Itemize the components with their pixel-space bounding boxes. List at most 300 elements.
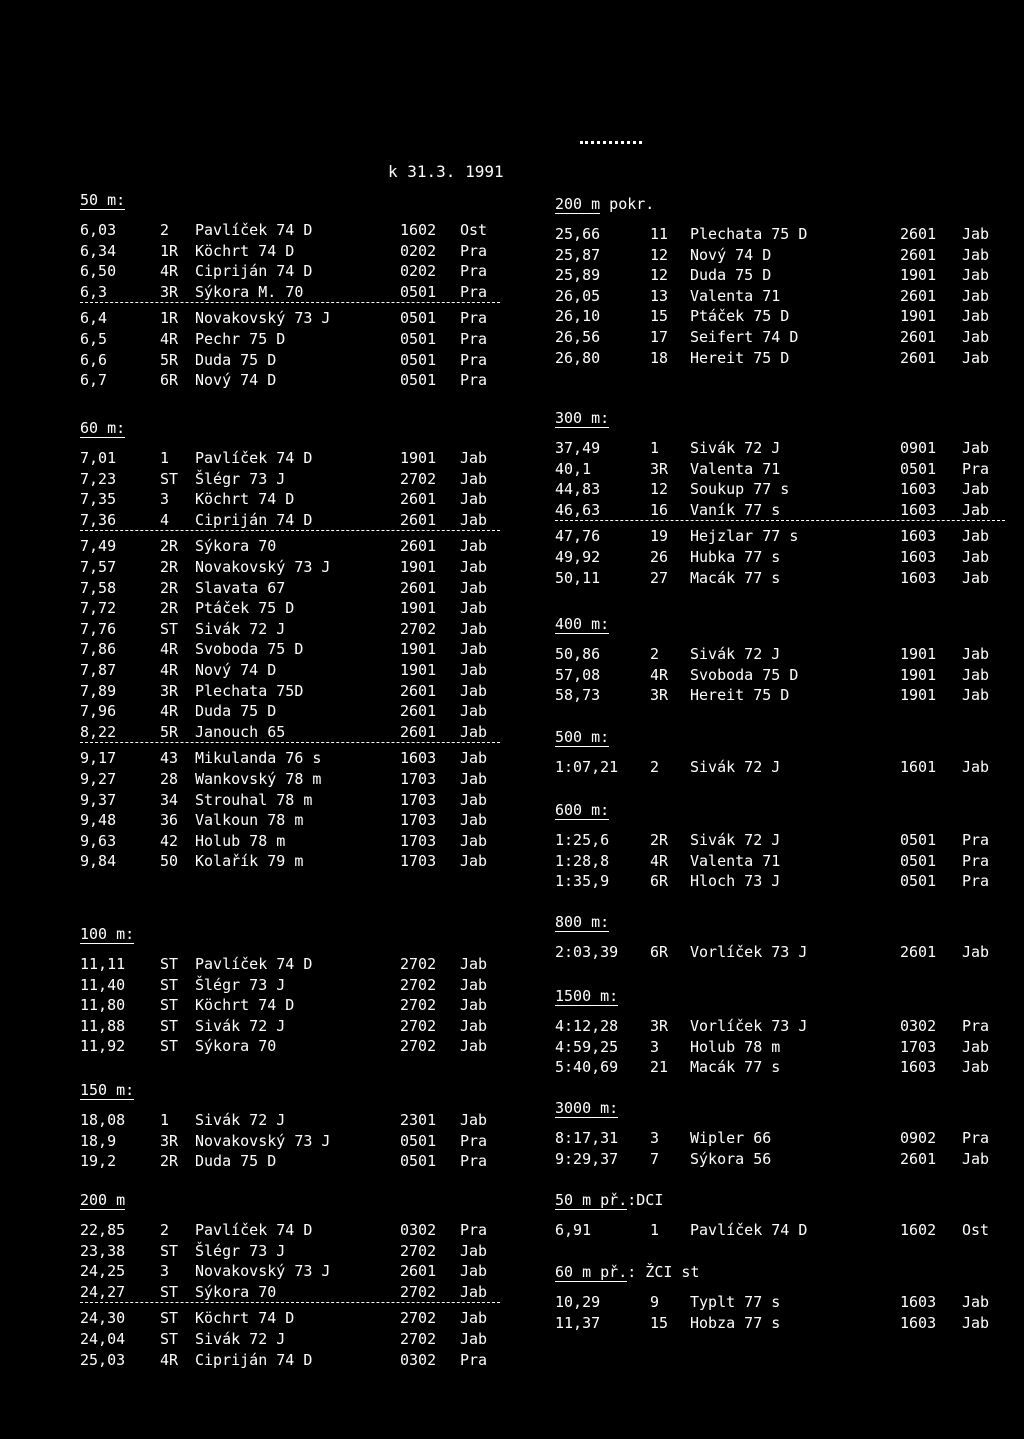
result-row: [80, 769, 500, 789]
result-date: 0501: [900, 872, 937, 891]
result-place: 12: [650, 480, 669, 499]
result-venue: Pra: [460, 282, 488, 301]
result-row: [80, 851, 500, 871]
result-time: 24,27: [80, 1282, 126, 1301]
result-time: 6,03: [80, 221, 117, 239]
result-venue: Pra: [962, 459, 990, 478]
result-row: [555, 1037, 1005, 1057]
athlete-name: Soukup 77 s: [690, 480, 790, 499]
result-venue: Jab: [962, 286, 990, 305]
result-place: 4R: [160, 640, 179, 659]
athlete-name: Seifert 74 D: [690, 328, 799, 346]
result-venue: Pra: [460, 1152, 488, 1171]
result-venue: Pra: [962, 831, 990, 849]
result-time: 11,80: [80, 996, 126, 1015]
result-date: 1901: [400, 661, 437, 679]
result-venue: Jab: [460, 558, 488, 576]
result-time: 6,34: [80, 241, 117, 260]
result-place: 4R: [650, 851, 669, 870]
result-time: 9,27: [80, 770, 117, 788]
result-place: 2R: [160, 537, 179, 556]
result-venue: Jab: [460, 811, 488, 830]
section-header: [80, 1080, 134, 1100]
result-row: [80, 350, 500, 370]
result-date: 2702: [400, 619, 437, 638]
result-place: 2: [650, 758, 660, 776]
result-time: 7,49: [80, 537, 117, 556]
result-venue: Jab: [962, 500, 990, 519]
result-time: 9,37: [80, 790, 117, 809]
section-header: [80, 924, 134, 944]
result-time: 9:29,37: [555, 1149, 619, 1168]
result-venue: Jab: [962, 943, 990, 961]
result-time: 46,63: [555, 500, 601, 519]
result-time: 49,92: [555, 548, 601, 566]
result-row: [555, 1016, 1005, 1036]
result-date: 0501: [400, 1152, 437, 1171]
result-row: [555, 757, 1005, 777]
result-row: [555, 1057, 1005, 1077]
result-row: [80, 748, 500, 768]
result-venue: Jab: [460, 469, 488, 488]
result-place: 3: [650, 1037, 660, 1056]
result-venue: Pra: [460, 1131, 488, 1150]
result-time: 7,36: [80, 510, 117, 529]
result-place: 43: [160, 749, 179, 768]
section-header: [555, 1098, 618, 1118]
athlete-name: Strouhal 78 m: [195, 790, 313, 809]
result-place: 34: [160, 790, 179, 809]
athlete-name: Novakovský 73 J: [195, 1262, 331, 1281]
document-date: k 31.3. 1991: [388, 162, 504, 181]
athlete-name: Hereit 75 D: [690, 686, 790, 705]
result-time: 24,25: [80, 1262, 126, 1281]
result-row: [80, 1131, 500, 1151]
result-date: 2601: [900, 245, 937, 264]
result-place: 9: [650, 1293, 660, 1311]
athlete-name: Pechr 75 D: [195, 330, 286, 348]
result-date: 1901: [900, 686, 937, 705]
result-time: 4:12,28: [555, 1017, 619, 1035]
result-time: 26,05: [555, 286, 601, 305]
section-title: 600 m:: [555, 801, 610, 819]
section-header: [555, 408, 609, 428]
athlete-name: Sivák 72 J: [690, 831, 781, 849]
result-time: 8,22: [80, 722, 117, 741]
result-time: 18,9: [80, 1131, 117, 1150]
result-venue: Jab: [460, 975, 488, 994]
result-time: 47,76: [555, 527, 601, 546]
result-place: 6R: [650, 943, 669, 961]
result-time: 26,80: [555, 348, 601, 367]
athlete-name: Kolařík 79 m: [195, 852, 304, 871]
result-venue: Jab: [460, 1241, 488, 1260]
result-place: 13: [650, 286, 669, 305]
result-venue: Jab: [962, 1037, 990, 1056]
athlete-name: Köchrt 74 D: [195, 996, 295, 1015]
result-date: 1603: [900, 480, 937, 499]
result-date: 1603: [900, 500, 937, 519]
result-venue: Jab: [962, 225, 990, 243]
result-venue: Ost: [460, 221, 488, 239]
result-date: 1901: [900, 307, 937, 326]
section-header: [555, 1262, 700, 1282]
athlete-name: Sýkora 70: [195, 537, 277, 556]
athlete-name: Vaník 77 s: [690, 500, 781, 519]
result-row: [555, 438, 1005, 458]
result-date: 2601: [900, 1149, 937, 1168]
result-date: 0501: [900, 459, 937, 478]
result-place: 3R: [650, 686, 669, 705]
result-place: 1: [160, 449, 170, 467]
athlete-name: Cipriján 74 D: [195, 262, 313, 281]
result-place: 2: [160, 221, 170, 239]
athlete-name: Nový 74 D: [195, 661, 277, 679]
result-place: 1: [650, 1221, 660, 1239]
result-place: 12: [650, 245, 669, 264]
result-row: [80, 1329, 500, 1349]
result-time: 11,92: [80, 1037, 126, 1056]
athlete-name: Valkoun 78 m: [195, 811, 304, 830]
result-date: 0501: [400, 309, 437, 328]
result-date: 1602: [900, 1221, 937, 1239]
section-title: 800 m:: [555, 913, 610, 931]
result-place: ST: [160, 975, 179, 994]
result-row: [555, 851, 1005, 871]
section-title: 60 m:: [80, 419, 126, 437]
result-date: 1703: [400, 852, 437, 871]
result-date: 2601: [900, 286, 937, 305]
result-row: [555, 644, 1005, 664]
athlete-name: Pavlíček 74 D: [690, 1221, 808, 1239]
result-place: 1: [160, 1111, 170, 1129]
athlete-name: Novakovský 73 J: [195, 1131, 331, 1150]
result-date: 0501: [400, 350, 437, 369]
athlete-name: Pavlíček 74 D: [195, 955, 313, 973]
result-time: 2:03,39: [555, 943, 619, 961]
section-title-suffix: : ŽCI st: [627, 1263, 700, 1281]
result-venue: Pra: [962, 1129, 990, 1147]
result-place: 2: [160, 1221, 170, 1239]
result-date: 1901: [400, 449, 437, 467]
result-venue: Jab: [460, 831, 488, 850]
athlete-name: Wankovský 78 m: [195, 770, 322, 788]
result-place: 4R: [160, 702, 179, 721]
result-time: 57,08: [555, 665, 601, 684]
result-time: 7,01: [80, 449, 117, 467]
athlete-name: Šlégr 73 J: [195, 1241, 286, 1260]
result-date: 2601: [400, 578, 437, 597]
result-venue: Jab: [460, 702, 488, 721]
result-venue: Pra: [460, 1350, 488, 1369]
section-title: 300 m:: [555, 409, 610, 427]
result-venue: Jab: [460, 490, 488, 509]
result-date: 2601: [900, 225, 937, 243]
result-row: [80, 1151, 500, 1171]
result-date: 1901: [400, 558, 437, 576]
result-date: 2702: [400, 1330, 437, 1348]
result-row: [80, 1220, 500, 1240]
result-date: 1703: [400, 811, 437, 830]
result-time: 1:25,6: [555, 831, 610, 849]
result-row: [80, 995, 500, 1015]
result-place: 1R: [160, 241, 179, 260]
result-time: 7,87: [80, 661, 117, 679]
result-venue: Pra: [460, 241, 488, 260]
result-row: [555, 306, 1005, 326]
section-header: [80, 190, 125, 210]
result-venue: Jab: [460, 449, 488, 467]
result-place: 3: [160, 490, 170, 509]
result-place: ST: [160, 1309, 179, 1328]
result-date: 2601: [400, 681, 437, 700]
athlete-name: Typlt 77 s: [690, 1293, 781, 1311]
result-place: 5R: [160, 722, 179, 741]
result-row: [555, 348, 1005, 368]
result-venue: Jab: [962, 328, 990, 346]
result-row: [555, 685, 1005, 705]
result-venue: Jab: [460, 722, 488, 741]
result-date: 2601: [400, 1262, 437, 1281]
result-row: [80, 1110, 500, 1130]
athlete-name: Wipler 66: [690, 1129, 772, 1147]
result-place: 15: [650, 1313, 669, 1332]
result-date: 0501: [900, 831, 937, 849]
result-time: 11,40: [80, 975, 126, 994]
result-place: ST: [160, 1282, 179, 1301]
result-row: [80, 790, 500, 810]
result-place: ST: [160, 955, 179, 973]
result-time: 6,7: [80, 371, 108, 390]
result-row: [80, 370, 500, 390]
result-row: [555, 568, 1005, 588]
athlete-name: Sivák 72 J: [690, 645, 781, 663]
result-time: 24,04: [80, 1330, 126, 1348]
section-title: 60 m př.: [555, 1263, 628, 1281]
result-place: 15: [650, 307, 669, 326]
result-row: [80, 282, 500, 303]
section-title-suffix: pokr.: [600, 195, 655, 213]
result-venue: Jab: [460, 790, 488, 809]
result-row: [80, 681, 500, 701]
result-time: 7,58: [80, 578, 117, 597]
athlete-name: Novakovský 73 J: [195, 309, 331, 328]
athlete-name: Hobza 77 s: [690, 1313, 781, 1332]
result-venue: Jab: [460, 537, 488, 556]
result-venue: Jab: [460, 681, 488, 700]
result-date: 1901: [400, 599, 437, 618]
result-venue: Jab: [460, 1282, 488, 1301]
result-date: 2601: [900, 943, 937, 961]
result-place: 4R: [160, 661, 179, 679]
result-date: 2601: [900, 348, 937, 367]
result-venue: Jab: [460, 510, 488, 529]
section-header: [555, 800, 609, 820]
result-date: 0501: [400, 371, 437, 390]
result-place: 6R: [160, 371, 179, 390]
result-time: 6,91: [555, 1221, 592, 1239]
athlete-name: Sivák 72 J: [195, 1330, 286, 1348]
section-title: 200 m: [555, 195, 601, 213]
result-row: [80, 954, 500, 974]
result-time: 5:40,69: [555, 1058, 619, 1077]
result-row: [80, 831, 500, 851]
result-time: 4:59,25: [555, 1037, 619, 1056]
result-place: 27: [650, 568, 669, 587]
section-title-suffix: :DCI: [627, 1191, 664, 1209]
athlete-name: Hubka 77 s: [690, 548, 781, 566]
athlete-name: Macák 77 s: [690, 1058, 781, 1077]
result-row: [80, 1261, 500, 1281]
result-time: 44,83: [555, 480, 601, 499]
result-place: 18: [650, 348, 669, 367]
result-venue: Jab: [962, 527, 990, 546]
result-row: [80, 220, 500, 240]
section-title: 50 m př.: [555, 1191, 628, 1209]
result-row: [555, 942, 1005, 962]
result-date: 2702: [400, 1309, 437, 1328]
result-venue: Jab: [460, 955, 488, 973]
section-header: [555, 194, 654, 214]
section-header: [80, 1190, 125, 1210]
athlete-name: Hloch 73 J: [690, 872, 781, 891]
athlete-name: Sivák 72 J: [690, 439, 781, 457]
result-venue: Pra: [962, 872, 990, 891]
result-date: 0902: [900, 1129, 937, 1147]
result-time: 18,08: [80, 1111, 126, 1129]
result-date: 2601: [900, 328, 937, 346]
result-venue: Jab: [460, 1111, 488, 1129]
athlete-name: Valenta 71: [690, 851, 781, 870]
result-date: 0302: [400, 1350, 437, 1369]
athlete-name: Holub 78 m: [690, 1037, 781, 1056]
result-row: [80, 660, 500, 680]
athlete-name: Holub 78 m: [195, 831, 286, 850]
result-date: 1703: [400, 770, 437, 788]
section-header: [555, 912, 609, 932]
result-row: [80, 557, 500, 577]
athlete-name: Pavlíček 74 D: [195, 1221, 313, 1239]
result-venue: Pra: [962, 1017, 990, 1035]
result-time: 6,4: [80, 309, 108, 328]
athlete-name: Janouch 65: [195, 722, 286, 741]
result-date: 0501: [900, 851, 937, 870]
result-venue: Pra: [460, 1221, 488, 1239]
result-place: ST: [160, 1016, 179, 1035]
athlete-name: Köchrt 74 D: [195, 1309, 295, 1328]
result-place: ST: [160, 996, 179, 1015]
section-header: [555, 986, 618, 1006]
result-time: 25,89: [555, 266, 601, 285]
result-date: 2601: [400, 537, 437, 556]
result-venue: Jab: [460, 749, 488, 768]
result-place: 6R: [650, 872, 669, 891]
result-row: [555, 500, 1005, 521]
result-venue: Jab: [460, 996, 488, 1015]
result-row: [555, 224, 1005, 244]
result-venue: Jab: [962, 348, 990, 367]
result-row: [555, 1128, 1005, 1148]
result-row: [80, 810, 500, 830]
result-venue: Jab: [460, 619, 488, 638]
result-date: 1603: [900, 548, 937, 566]
section-header: [555, 727, 609, 747]
result-venue: Jab: [460, 599, 488, 618]
result-row: [80, 448, 500, 468]
result-row: [80, 1350, 500, 1370]
athlete-name: Sýkora 56: [690, 1149, 772, 1168]
result-row: [555, 1292, 1005, 1312]
athlete-name: Cipriján 74 D: [195, 1350, 313, 1369]
athlete-name: Nový 74 D: [690, 245, 772, 264]
athlete-name: Sivák 72 J: [195, 1111, 286, 1129]
result-date: 1901: [400, 640, 437, 659]
athlete-name: Slavata 67: [195, 578, 286, 597]
athlete-name: Sýkora 70: [195, 1037, 277, 1056]
section-header: [80, 418, 125, 438]
result-time: 7,76: [80, 619, 117, 638]
result-place: 11: [650, 225, 669, 243]
result-venue: Jab: [460, 640, 488, 659]
result-venue: Jab: [460, 661, 488, 679]
athlete-name: Sivák 72 J: [195, 1016, 286, 1035]
result-venue: Jab: [962, 439, 990, 457]
athlete-name: Duda 75 D: [690, 266, 772, 285]
result-time: 1:35,9: [555, 872, 610, 891]
result-date: 2702: [400, 469, 437, 488]
result-place: 3R: [160, 282, 179, 301]
athlete-name: Pavlíček 74 D: [195, 449, 313, 467]
result-date: 2702: [400, 955, 437, 973]
athlete-name: Köchrt 74 D: [195, 241, 295, 260]
athlete-name: Duda 75 D: [195, 702, 277, 721]
result-time: 6,6: [80, 350, 108, 369]
result-place: 2R: [160, 578, 179, 597]
result-date: 1901: [900, 266, 937, 285]
result-time: 9,48: [80, 811, 117, 830]
result-row: [80, 701, 500, 721]
result-place: ST: [160, 469, 179, 488]
result-place: 5R: [160, 350, 179, 369]
result-time: 11,37: [555, 1313, 601, 1332]
result-place: 26: [650, 548, 669, 566]
result-row: [555, 547, 1005, 567]
result-place: 1R: [160, 309, 179, 328]
result-row: [80, 1282, 500, 1303]
result-row: [555, 830, 1005, 850]
result-row: [80, 329, 500, 349]
athlete-name: Svoboda 75 D: [195, 640, 304, 659]
result-row: [80, 308, 500, 328]
result-venue: Jab: [460, 1309, 488, 1328]
result-venue: Pra: [460, 309, 488, 328]
athlete-name: Plechata 75 D: [690, 225, 808, 243]
result-venue: Jab: [460, 1016, 488, 1035]
result-date: 2702: [400, 1282, 437, 1301]
result-place: 17: [650, 328, 669, 346]
result-row: [80, 536, 500, 556]
result-time: 1:07,21: [555, 758, 619, 776]
result-row: [555, 1313, 1005, 1333]
result-time: 22,85: [80, 1221, 126, 1239]
athlete-name: Valenta 71: [690, 286, 781, 305]
result-venue: Jab: [962, 1313, 990, 1332]
result-time: 50,11: [555, 568, 601, 587]
athlete-name: Vorlíček 73 J: [690, 1017, 808, 1035]
result-row: [80, 1241, 500, 1261]
result-place: 12: [650, 266, 669, 285]
result-place: ST: [160, 619, 179, 638]
